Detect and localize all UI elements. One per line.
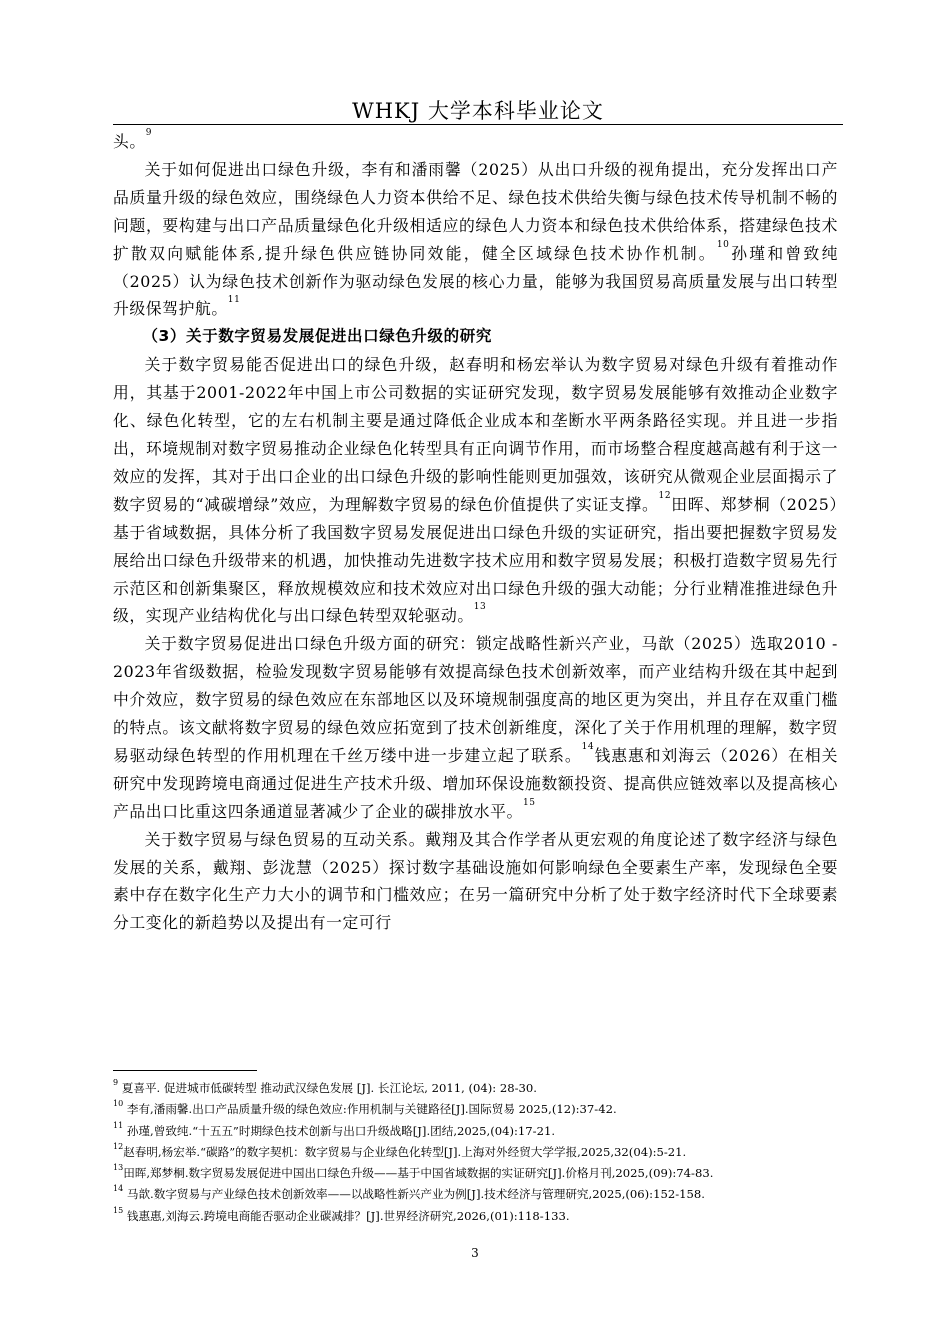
paragraph xyxy=(113,128,838,156)
footnote-number: 11 xyxy=(113,1120,124,1130)
footnote-ref[interactable]: 13 xyxy=(473,602,487,613)
footnote-text: 夏喜平. 促进城市低碳转型 推动武汉绿色发展 [J]. 长江论坛, 2011, (04): 28-30. xyxy=(118,1081,537,1095)
footnote-number: 14 xyxy=(113,1184,124,1194)
footnote-item xyxy=(113,1078,848,1099)
footnote-number: 12 xyxy=(113,1141,124,1151)
paragraph-text: 关于数字贸易能否促进出口的绿色升级，赵春明和杨宏举认为数字贸易对绿色升级有着推动作用，其基于2001-2022年中国上市公司数据的实证研究发现，数字贸易发展能够有效推动企业数字化、绿色化转型，它的左右机制主要是通过降低企业成本和垄断水平两条路径实现。并且进一步指出，环境规制对数字贸易推动企业绿色化转型具有正向调节作用，而市场整合程度越高越有利于这一效应的发挥，其对于出口企业的出口绿色升级的影响性能则更加强效，该研究从微观企业层面揭示了数字贸易的“减碳增绿”效应，为理解数字贸易的绿色价值提供了实证支撑。 xyxy=(113,355,838,514)
paragraph-text: 孙瑾和曾致纯（2025）认为绿色技术创新作为驱动绿色发展的核心力量，能够为我国贸易高质量发展与出口转型升级保驾护航。 xyxy=(113,243,838,319)
footnotes xyxy=(113,1078,848,1227)
page-header-title: WHKJ 大学本科毕业论文 xyxy=(352,99,604,123)
footnote-ref[interactable]: 14 xyxy=(581,741,595,752)
paragraph xyxy=(113,630,838,825)
footnote-number: 10 xyxy=(113,1099,124,1109)
paragraph-text: 关于如何促进出口绿色升级，李有和潘雨馨（2025）从出口升级的视角提出，充分发挥出口产品质量升级的绿色效应，围绕绿色人力资本供给不足、绿色技术供给失衡与绿色技术传导机制不畅的问题，要构建与出口产品质量绿色化升级相适应的绿色人力资本和绿色技术供给体系，搭建绿色技术扩散双向赋能体系,提升绿色供应链协同效能，健全区域绿色技术协作机制。 xyxy=(113,159,838,263)
footnote-text: 田晖,郑梦桐.数字贸易发展促进中国出口绿色升级——基于中国省域数据的实证研究[J].价格月刊,2025,(09):74-83. xyxy=(123,1166,714,1181)
paragraph-text: 关于数字贸易促进出口绿色升级方面的研究：锁定战略性新兴产业，马歆（2025）选取2010 - 2023年省级数据，检验发现数字贸易能够有效提高绿色技术创新效率，而产业结构升级在其中起到中介效应，数字贸易的绿色效应在东部地区以及环境规制强度高的地区更为突出，并且存在双重门槛的特点。该文献将数字贸易的绿色效应拓宽到了技术创新维度，深化了关于作用机理的理解，数字贸易驱动绿色转型的作用机理在千丝万缕中进一步建立起了联系。 xyxy=(113,634,838,765)
footnote-item xyxy=(113,1206,848,1227)
footnote-item xyxy=(113,1163,848,1184)
footnote-ref[interactable]: 11 xyxy=(227,295,241,306)
footnote-ref[interactable]: 12 xyxy=(658,490,672,501)
section-heading: （3）关于数字贸易发展促进出口绿色升级的研究 xyxy=(142,327,492,346)
footnote-number: 15 xyxy=(113,1205,124,1215)
footnote-text: 马歆.数字贸易与产业绿色技术创新效率——以战略性新兴产业为例[J].技术经济与管理研究,2025,(06):152-158. xyxy=(123,1187,705,1202)
footnote-ref[interactable]: 10 xyxy=(716,239,730,250)
paragraph xyxy=(113,351,838,630)
paragraph xyxy=(113,156,838,323)
footnote-text: 孙瑾,曾致纯.“十五五”时期绿色技术创新与出口升级战略[J].团结,2025,(04):17-21. xyxy=(123,1123,556,1138)
paragraph-text: 田晖、郑梦桐（2025）基于省域数据，具体分析了我国数字贸易发展促进出口绿色升级的实证研究，指出要把握数字贸易发展给出口绿色升级带来的机遇，加快推动先进数字技术应用和数字贸易发展；积极打造数字贸易先行示范区和创新集聚区，释放规模效应和技术效应对出口绿色升级的强大动能；分行业精准推进绿色升级，实现产业结构优化与出口绿色转型双轮驱动。 xyxy=(113,494,838,626)
footnote-item xyxy=(113,1142,848,1163)
paragraph-text: 钱惠惠和刘海云（2026）在相关研究中发现跨境电商通过促进生产技术升级、增加环保设施数额投资、提高供应链效率以及提高核心产品出口比重这四条通道显著减少了企业的碳排放水平。 xyxy=(113,745,838,821)
footnote-item xyxy=(113,1099,848,1120)
paragraph: 关于数字贸易与绿色贸易的互动关系。戴翔及其合作学者从更宏观的角度论述了数字经济与绿色发展的关系，戴翔、彭泷慧（2025）探讨数字基础设施如何影响绿色全要素生产率，发现绿色全要素中存在数字化生产力大小的调节和门槛效应；在另一篇研究中分析了处于数字经济时代下全球要素分工变化的新趋势以及提出有一定可行 xyxy=(113,829,838,933)
footnote-ref[interactable]: 9 xyxy=(145,128,153,138)
header-rule xyxy=(113,124,843,125)
footnote-number: 13 xyxy=(113,1163,124,1173)
footnote-text: 钱惠惠,刘海云.跨境电商能否驱动企业碳减排？[J].世界经济研究,2026,(01):118-133. xyxy=(123,1208,570,1223)
footnote-item xyxy=(113,1184,848,1205)
body-text xyxy=(113,128,838,937)
footnote-separator xyxy=(113,1070,257,1071)
footnote-text: 李有,潘雨馨.出口产品质量升级的绿色效应:作用机制与关键路径[J].国际贸易 2025,(12):37-42. xyxy=(123,1102,617,1117)
footnote-ref[interactable]: 15 xyxy=(522,797,536,808)
page-number: 3 xyxy=(471,1246,479,1260)
footnote-text: 赵春明,杨宏举.“碳路”的数字契机：数字贸易与企业绿色化转型[J].上海对外经贸大学学报,2025,32(04):5-21. xyxy=(123,1144,687,1159)
paragraph-text: 头。 xyxy=(113,132,146,151)
footnote-number: 9 xyxy=(113,1078,119,1087)
footnote-item xyxy=(113,1121,848,1142)
